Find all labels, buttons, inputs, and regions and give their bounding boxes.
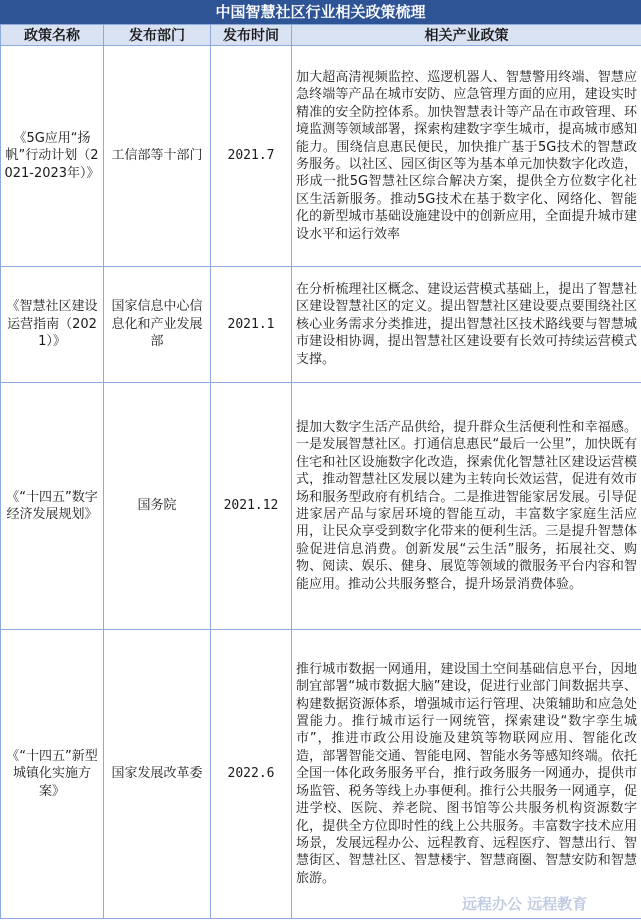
release-time-cell: 2022.6 [211,630,292,919]
department-cell: 国务院 [104,383,211,630]
release-time-cell: 2021.12 [211,383,292,630]
department-cell: 国家发展改革委 [104,630,211,919]
table-row [1,267,641,383]
policy-content-cell: 加大超高清视频监控、巡逻机器人、智慧警用终端、智慧应急终端等产品在城市安防、应急管理方面的应用，建设实时精准的安全防控体系。加快智慧表计等产品在市政管理、环境监测等领域部署，探索构建数字孪生城市，提高城市感知能力。围绕信息惠民便民，加快推广基于5G技术的智慧政务服务。以社区、园区街区等为基本单元加快数字化改造，形成一批5G智慧社区综合解决方案，提供全方位数字化社区生活新服务。推动5G技术在基于数字化、网络化、智能化的新型城市基础设施建设中的创新应用，全面提升城市建设水平和运行效率 [292,46,641,267]
policy-table [0,24,641,919]
department-cell: 国家信息中心信息化和产业发展部 [104,267,211,383]
policy-content-cell: 推行城市数据一网通用，建设国土空间基础信息平台，因地制宜部署“城市数据大脑”建设，促进行业部门间数据共享、构建数据资源体系，增强城市运行管理、决策辅助和应急处置能力。推行城市运行一网统管，探索建设“数字孪生城市”，推进市政公用设施及建筑等物联网应用、智能化改造，部署智能交通、智能电网、智能水务等感知终端。依托全国一体化政务服务平台，推行政务服务一网通办，提供市场监管、税务等线上办事便利。推行公共服务一网通享，促进学校、医院、养老院、图书馆等公共服务机构资源数字化，提供全方位即时性的线上公共服务。丰富数字技术应用场景，发展远程办公、远程教育、远程医疗、智慧出行、智慧街区、智慧社区、智慧楼宇、智慧商圈、智慧安防和智慧旅游。 [292,630,641,919]
watermark-text: 远程办公 远程教育 [462,895,588,913]
table-row [1,383,641,630]
policy-name-cell: 《“十四五”新型城镇化实施方案》 [1,630,104,919]
header-policy-name: 政策名称 [1,25,104,46]
header-department: 发布部门 [104,25,211,46]
header-row [1,25,641,46]
table-row [1,46,641,267]
policy-name-cell: 《智慧社区建设运营指南（2021）》 [1,267,104,383]
table-title: 中国智慧社区行业相关政策梳理 [0,0,641,24]
policy-name-cell: 《“十四五”数字经济发展规划》 [1,383,104,630]
release-time-cell: 2021.7 [211,46,292,267]
policy-name-cell: 《5G应用“扬帆”行动计划（2021-2023年）》 [1,46,104,267]
policy-content-cell: 提加大数字生活产品供给，提升群众生活便利性和幸福感。一是发展智慧社区。打通信息惠民“最后一公里”，加快既有住宅和社区设施数字化改造，探索优化智慧社区建设运营模式，推动智慧社区发展以建为主转向长效运营，促进有效市场和服务型政府有机结合。二是推进智能家居发展。引导促进家居产品与家居环境的智能互动，丰富数字家庭生活应用，让民众享受到数字化带来的便利生活。三是提升智慧体验促进信息消费。创新发展“云生活”服务，拓展社交、购物、阅读、娱乐、健身、展览等领域的微服务平台内容和智能应用。推动公共服务整合，提升场景消费体验。 [292,383,641,630]
release-time-cell: 2021.1 [211,267,292,383]
policy-content-cell: 在分析梳理社区概念、建设运营模式基础上，提出了智慧社区建设智慧社区的定义。提出智慧社区建设要点要围绕社区核心业务需求分类推进，提出智慧社区技术路线要与智慧城市建设相协调，提出智慧社区建设要有长效可持续运营模式支撑。 [292,267,641,383]
table-row [1,630,641,919]
department-cell: 工信部等十部门 [104,46,211,267]
header-release-time: 发布时间 [211,25,292,46]
header-policy-content: 相关产业政策 [292,25,641,46]
